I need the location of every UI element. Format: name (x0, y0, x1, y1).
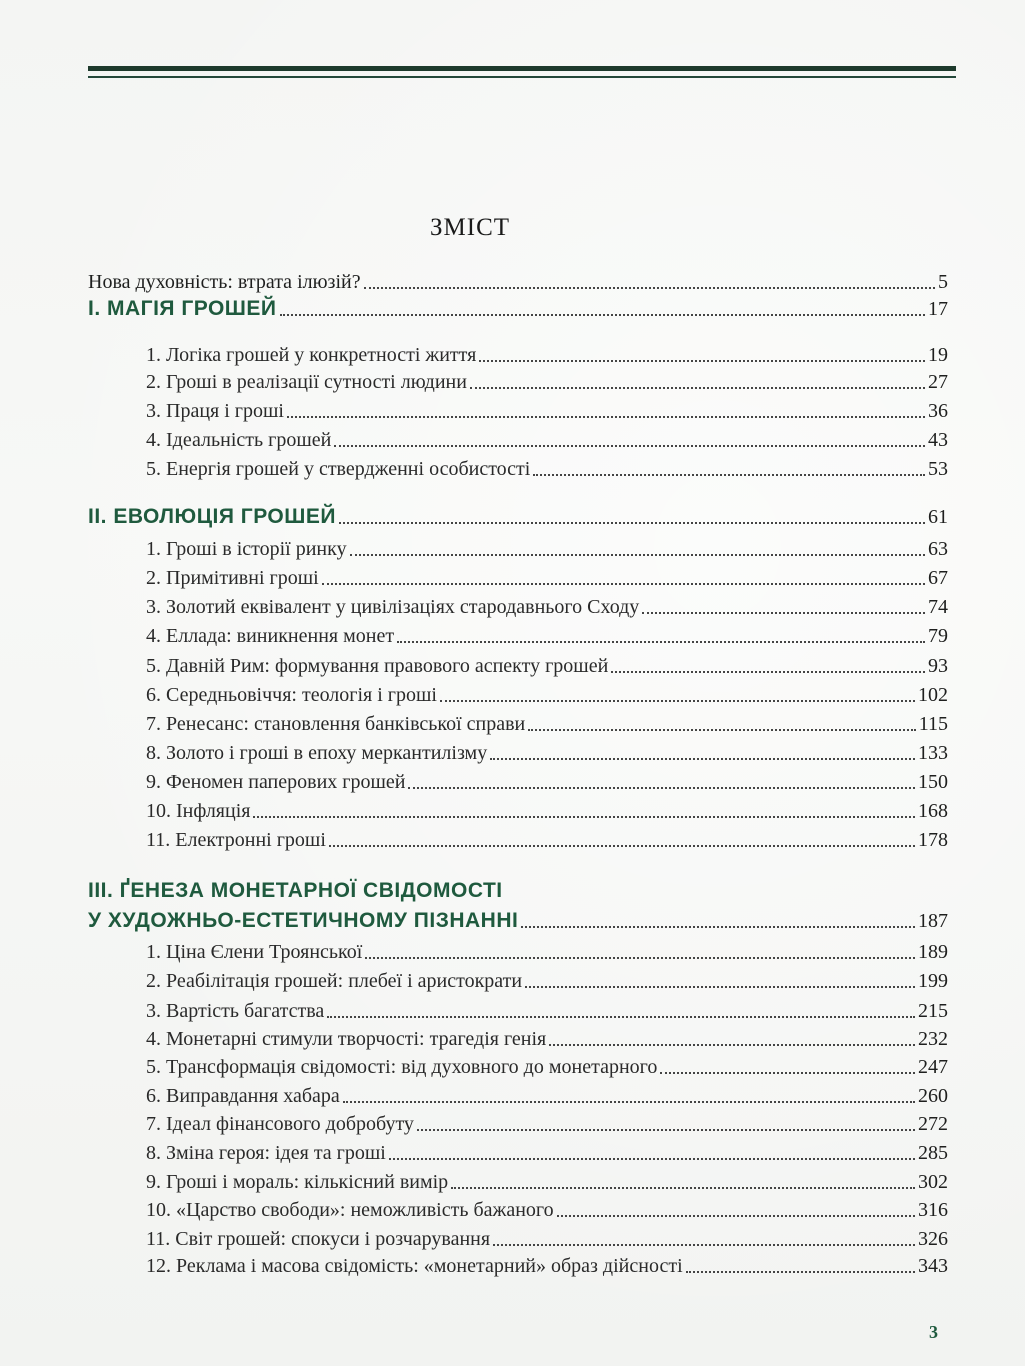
toc-section-line (146, 1170, 948, 1194)
toc-section-line (146, 1141, 948, 1165)
leader-dots (525, 986, 915, 988)
leader-dots (470, 387, 925, 389)
toc-entry-page: 215 (918, 1000, 948, 1022)
toc-section-line (146, 595, 948, 619)
leader-dots (440, 700, 915, 702)
toc-entry-label: 10. «Царство свободи»: неможливість бажаного (146, 1199, 554, 1221)
toc-section-line (146, 624, 948, 648)
toc-entry-page: 302 (918, 1171, 948, 1193)
toc-entry-label: 4. Ідеальність грошей (146, 429, 332, 451)
toc-entry-label: 2. Реабілітація грошей: плебеї і аристократи (146, 970, 523, 992)
leader-dots (493, 1244, 915, 1246)
toc-entry-label: 3. Золотий еквівалент у цивілізаціях стародавнього Сходу (146, 596, 640, 618)
toc-section-line (146, 370, 948, 394)
toc-section-line (146, 1254, 948, 1278)
chapter-3-title-line2: У ХУДОЖНЬО-ЕСТЕТИЧНОМУ ПІЗНАННІ (88, 909, 519, 932)
leader-dots (287, 416, 925, 418)
toc-entry-page: 43 (928, 429, 948, 451)
leader-dots (327, 1016, 915, 1018)
toc-entry-label: 2. Гроші в реалізації сутності людини (146, 371, 467, 393)
leader-dots (686, 1271, 915, 1273)
leader-dots (253, 816, 915, 818)
toc-entry-page: 19 (928, 344, 948, 366)
leader-dots (451, 1187, 915, 1189)
toc-entry-label: 8. Зміна героя: ідея та гроші (146, 1142, 386, 1164)
chapter-2-title: ІІ. ЕВОЛЮЦІЯ ГРОШЕЙ (88, 505, 336, 528)
leader-dots (549, 1044, 915, 1046)
toc-entry-page: 79 (928, 625, 948, 647)
toc-entry-label: 5. Трансформація свідомості: від духовного до монетарного (146, 1056, 658, 1078)
leader-dots (364, 287, 935, 289)
toc-section-line (146, 1027, 948, 1051)
leader-dots (350, 554, 925, 556)
toc-section-line (146, 1112, 948, 1136)
toc-entry-page: 316 (918, 1199, 948, 1221)
leader-dots (339, 522, 925, 524)
toc-entry-page: 168 (918, 800, 948, 822)
leader-dots (611, 671, 925, 673)
toc-entry-label: 5. Енергія грошей у ствердженні особистості (146, 458, 531, 480)
toc-section-line (146, 1198, 948, 1222)
toc-section-line (146, 1055, 948, 1079)
header-rule-thin (88, 76, 956, 78)
leader-dots (389, 1158, 915, 1160)
toc-entry-label: 10. Інфляція (146, 800, 251, 822)
toc-entry-page: 247 (918, 1056, 948, 1078)
toc-entry-label: 11. Електронні гроші (146, 829, 326, 851)
toc-section-line (146, 457, 948, 481)
toc-entry-page: 285 (918, 1142, 948, 1164)
toc-entry-page: 150 (918, 771, 948, 793)
toc-entry-page: 74 (928, 596, 948, 618)
toc-entry-label: 9. Феномен паперових грошей (146, 771, 406, 793)
toc-section-line (146, 712, 948, 736)
toc-entry-label: 6. Виправдання хабара (146, 1085, 340, 1107)
toc-entry-page: 232 (918, 1028, 948, 1050)
leader-dots (365, 957, 915, 959)
toc-section-line (146, 1227, 948, 1251)
toc-entry-page: 343 (918, 1255, 948, 1277)
toc-entry-page: 36 (928, 400, 948, 422)
leader-dots (479, 360, 925, 362)
toc-entry-label: 6. Середньовіччя: теологія і гроші (146, 684, 437, 706)
toc-section-line (146, 940, 948, 964)
toc-entry-label: 11. Світ грошей: спокуси і розчарування (146, 1228, 491, 1250)
toc-section-line (146, 399, 948, 423)
leader-dots (329, 845, 915, 847)
toc-entry-page: 272 (918, 1113, 948, 1135)
leader-dots (322, 583, 925, 585)
toc-entry-page: 133 (918, 742, 948, 764)
chapter-3-page: 187 (918, 910, 948, 932)
toc-section-line (146, 969, 948, 993)
toc-entry-page: 27 (928, 371, 948, 393)
toc-entry-label: 7. Ідеал фінансового добробуту (146, 1113, 414, 1135)
leader-dots (528, 729, 915, 731)
toc-entry-page: 326 (918, 1228, 948, 1250)
leader-dots (490, 758, 915, 760)
leader-dots (343, 1101, 915, 1103)
toc-entry-label: 3. Праця і гроші (146, 400, 284, 422)
page-number: 3 (929, 1322, 938, 1342)
toc-entry-label: 7. Ренесанс: становлення банківської справи (146, 713, 526, 735)
toc-entry-page: 178 (918, 829, 948, 851)
toc-intro-line (88, 270, 948, 294)
toc-entry-label: 1. Гроші в історії ринку (146, 538, 347, 560)
chapter-1-line (88, 297, 948, 321)
toc-section-line (146, 999, 948, 1023)
toc-entry-page: 63 (928, 538, 948, 560)
leader-dots (557, 1215, 915, 1217)
toc-section-line (146, 343, 948, 367)
toc-entry-label: Нова духовність: втрата ілюзій? (88, 271, 361, 293)
toc-entry-label: 12. Реклама і масова свідомість: «монетарний» образ дійсності (146, 1255, 683, 1277)
toc-title: ЗМІСТ (429, 214, 511, 241)
toc-entry-label: 8. Золото і гроші в епоху меркантилізму (146, 742, 488, 764)
toc-entry-label: 5. Давній Рим: формування правового аспекту грошей (146, 655, 609, 677)
leader-dots (280, 314, 925, 316)
leader-dots (660, 1072, 915, 1074)
toc-section-line (146, 428, 948, 452)
chapter-3-title-line1: ІІІ. ҐЕНЕЗА МОНЕТАРНОЇ СВІДОМОСТІ (88, 879, 503, 902)
toc-entry-page: 67 (928, 567, 948, 589)
toc-entry-page: 53 (928, 458, 948, 480)
leader-dots (642, 612, 925, 614)
toc-entry-label: 1. Логіка грошей у конкретності життя (146, 344, 477, 366)
toc-entry-label: 4. Монетарні стимули творчості: трагедія генія (146, 1028, 547, 1050)
toc-section-line (146, 566, 948, 590)
chapter-2-line (88, 505, 948, 529)
toc-entry-label: 2. Примітивні гроші (146, 567, 319, 589)
leader-dots (408, 787, 915, 789)
toc-section-line (146, 537, 948, 561)
toc-entry-page: 115 (918, 713, 948, 735)
toc-entry-page: 199 (918, 970, 948, 992)
toc-section-line (146, 741, 948, 765)
leader-dots (533, 474, 925, 476)
toc-entry-page: 189 (918, 941, 948, 963)
toc-entry-page: 102 (918, 684, 948, 706)
chapter-3-line (88, 909, 948, 933)
header-rule-thick (88, 66, 956, 71)
leader-dots (397, 641, 925, 643)
toc-section-line (146, 770, 948, 794)
toc-entry-page: 5 (938, 271, 948, 293)
leader-dots (334, 445, 925, 447)
toc-entry-label: 9. Гроші і мораль: кількісний вимір (146, 1171, 449, 1193)
toc-entry-page: 260 (918, 1085, 948, 1107)
toc-section-line (146, 683, 948, 707)
leader-dots (521, 926, 915, 928)
chapter-1-page: 17 (928, 298, 948, 320)
leader-dots (417, 1129, 915, 1131)
chapter-2-page: 61 (928, 506, 948, 528)
toc-section-line (146, 654, 948, 678)
toc-entry-page: 93 (928, 655, 948, 677)
toc-section-line (146, 828, 948, 852)
toc-section-line (146, 1084, 948, 1108)
toc-entry-label: 3. Вартість багатства (146, 1000, 325, 1022)
chapter-1-title: І. МАГІЯ ГРОШЕЙ (88, 297, 277, 320)
toc-entry-label: 4. Еллада: виникнення монет (146, 625, 395, 647)
toc-entry-label: 1. Ціна Єлени Троянської (146, 941, 363, 963)
toc-section-line (146, 799, 948, 823)
